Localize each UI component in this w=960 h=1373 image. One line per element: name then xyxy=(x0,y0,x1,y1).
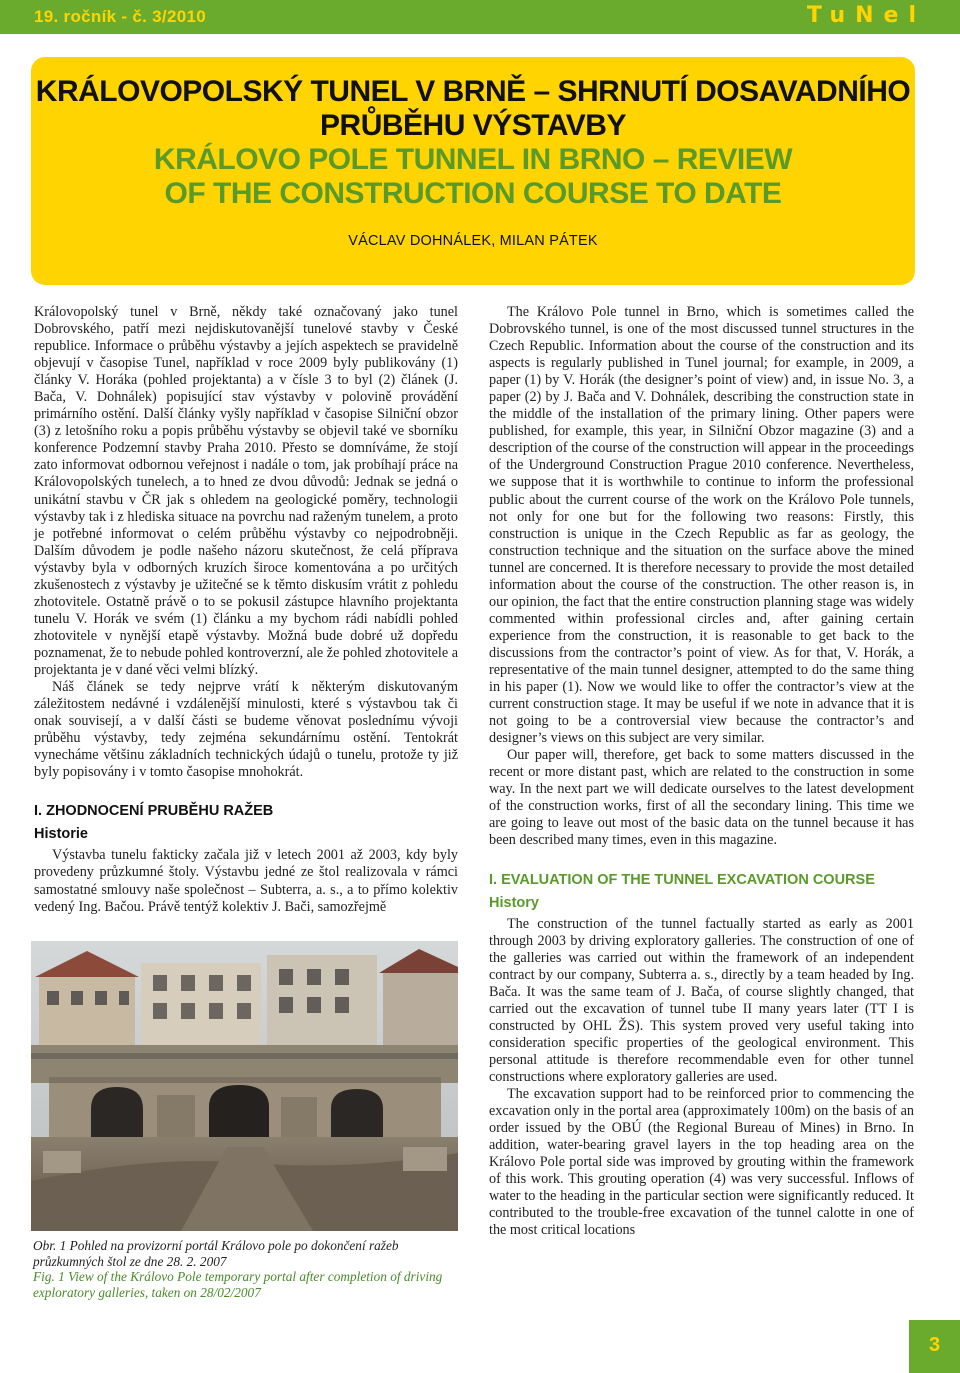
en-section-heading: I. EVALUATION OF THE TUNNEL EXCAVATION COURSE xyxy=(489,871,875,888)
figure-caption xyxy=(33,1238,458,1300)
cz-subsection-heading: Historie xyxy=(34,826,88,843)
cz-paragraph-2: Náš článek se tedy nejprve vrátí k některým diskutovaným záležitostem nedávné i vzdálenější minulosti, které s výstavbou tak či onak souvisejí, a v další části se budeme věnovat poslednímu vývoji průběhu výstavby, tedy zejména sekundárnímu ostění. Tentokrát vynecháme většinu základních technických údajů o tunelu, protože ty již byly popisovány i v tomto časopise mnohokrát. xyxy=(34,679,458,781)
title-banner xyxy=(31,57,915,285)
portal-photo xyxy=(31,941,458,1231)
right-column xyxy=(489,304,914,1239)
en-paragraph-2: Our paper will, therefore, get back to some matters discussed in the recent or more distant past, which are related to the construction in some way. In the next part we will dedicate ourselves to the latest development of the construction works, first of all the secondary lining. This time we are going to leave out most of the basic data on the tunnel because it has been described many times, even in this magazine. xyxy=(489,747,914,849)
title-czech xyxy=(31,75,915,143)
issue-label: 19. ročník - č. 3/2010 xyxy=(34,7,206,26)
title-english xyxy=(31,143,915,211)
page-number-badge xyxy=(909,1320,960,1373)
portal-photo-illustration xyxy=(31,941,458,1231)
cz-section-heading: I. ZHODNOCENÍ PRUBĚHU RAŽEB xyxy=(34,803,274,820)
en-subsection-heading: History xyxy=(489,894,539,911)
figure-caption-english: Fig. 1 View of the Královo Pole temporary portal after completion of driving exploratory galleries, taken on 28/02/2007 xyxy=(33,1269,443,1300)
tunel-logo: TuNel xyxy=(806,3,926,28)
header-bar xyxy=(0,0,960,34)
title-czech-line-1: KRÁLOVOPOLSKÝ TUNEL V BRNĚ – SHRNUTÍ DOSAVADNÍHO xyxy=(35,75,911,108)
title-english-line-1: KRÁLOVO POLE TUNNEL IN BRNO – REVIEW xyxy=(153,143,793,176)
title-english-line-2: OF THE CONSTRUCTION COURSE TO DATE xyxy=(164,177,782,210)
authors: VÁCLAV DOHNÁLEK, MILAN PÁTEK xyxy=(348,233,598,249)
en-paragraph-1: The Královo Pole tunnel in Brno, which is sometimes called the Dobrovského tunnel, is one of the most discussed tunnel structures in the Czech Republic. Information about the course of the construction and its aspects is regularly published in Tunel journal; for example, in 2009, a paper (1) by V. Horák (the designer’s point of view) and, in issue No. 3, a paper (2) by J. Bača and V. Dohnálek, describing the construction state in the middle of the installation of the primary lining. Other papers were published, for example, this year, in Silniční Obzor magazine (3) and a description of the course of the construction will appear in the proceedings of the Underground Construction Prague 2010 conference. Nevertheless, we suppose that it is worthwhile to continue to inform the professional public about the current course of the work on the Královo Pole tunnels, not only for one but for the following two reasons: Firstly, this construction is unique in the Czech Republic as far as geology, the construction technique and the situation on the surface above the mined tunnel are concerned. It is therefore necessary to provide the most detailed information about the course of the construction. The other reason is, in our opinion, the fact that the entire construction planning stage was widely commented within professional circles and, after gaining certain experience from the construction, it is reasonable to get back to the discussions from the contractor’s point of view. As for that, V. Horák, a representative of the main tunnel designer, attempted to do the same thing in his paper (1). Now we would like to offer the contractor’s view at the current construction stage. It may be useful if we note in advance that it is not going to be a controversial view because the contractor’s and designer’s views on this subject are very similar. xyxy=(489,304,914,747)
title-czech-line-2: PRŮBĚHU VÝSTAVBY xyxy=(320,109,626,142)
page-number: 3 xyxy=(928,1334,941,1356)
left-column xyxy=(34,304,458,916)
en-paragraph-4: The excavation support had to be reinforced prior to commencing the excavation only in the portal area (approximately 100m) on the basis of an order issued by the OBÚ (the Regional Bureau of Mines) in Brno. In addition, water-bearing gravel layers in the top heading area on the Královo Pole portal side was improved by grouting within the framework of this work. This grouting operation (4) was very successful. Inflows of water to the heading in the particular section were significantly reduced. It contributed to the trouble-free excavation of the tunnel calotte in one of the most critical locations xyxy=(489,1086,914,1239)
cz-paragraph-3: Výstavba tunelu fakticky začala již v letech 2001 až 2003, kdy byly provedeny průzkumné štoly. Výstavbu jedné ze štol realizovala v rámci samostatné smlouvy naše společnost – Subterra, a. s., a to přímo kolektiv vedený Ing. Bačou. Právě tentýž kolektiv J. Bači, samozřejmě xyxy=(34,847,458,915)
figure-caption-czech: Obr. 1 Pohled na provizorní portál Královo pole po dokončení ražeb průzkumných štol ze dne 28. 2. 2007 xyxy=(33,1238,399,1269)
cz-paragraph-1: Královopolský tunel v Brně, někdy také označovaný jako tunel Dobrovského, patří mezi nejdiskutovanější tunelové stavby v České republice. Informace o průběhu výstavby a jejích aspektech se pravidelně objevují v časopise Tunel, například v roce 2009 byly publikovány (1) články V. Horáka (pohled projektanta) a v čísle 3 to byl (2) článek (J. Bača, V. Dohnálek) popisující stav výstavby v polovině provádění primárního ostění. Další články vyšly například v časopise Silniční obzor (3) z letošního roku a popis průběhu výstavby se objevil také ve sborníku konference Podzemní stavby Praha 2010. Přesto se domníváme, že stojí zato informovat odbornou veřejnost i nadále o tom, jak probíhají práce na Královopolských tunelech, a to hned ze dvou důvodů: Jednak se jedná o unikátní stavbu v ČR jak s ohledem na geologické poměry, technologii výstavby tak i z hlediska situace na povrchu nad raženým tunelem, a proto je potřebné informovat o celém průběhu výstavby co nejpodrobněji. Dalším důvodem je podle našeho názoru skutečnost, že celá příprava výstavby byla v odborných kruzích široce komentována a po určitých zkušenostech z výstavby je užitečné se k těmto diskusím vrátit z pohledu zhotovitele. Ostatně právě o to se pokusil zástupce hlavního projektanta tunelu V. Horák ve svém (1) článku a my bychom rádi nabídli pohled zhotovitele v nynější etapě výstavby. Možná bude dobré už dopředu poznamenat, že to nebude pohled kontroverzní, ale že pohled zhotovitele a projektanta je v dané věci velmi blízký. xyxy=(34,304,458,678)
en-paragraph-3: The construction of the tunnel factually started as early as 2001 through 2003 by driving exploratory galleries. The construction of one of the galleries was carried out within the framework of an independent contract by our company, Subterra a. s., directly by a team headed by Ing. Bača. It was the same team of J. Bača, of course slightly changed, that carried out the excavation of tunnel tube II many years later (TT I is constructed by OHL ŽS). This system proved very useful taking into consideration specific properties of the geological environment. This personal attitude is therefore recommendable even for other tunnel constructions where exploratory galleries are used. xyxy=(489,915,914,1086)
